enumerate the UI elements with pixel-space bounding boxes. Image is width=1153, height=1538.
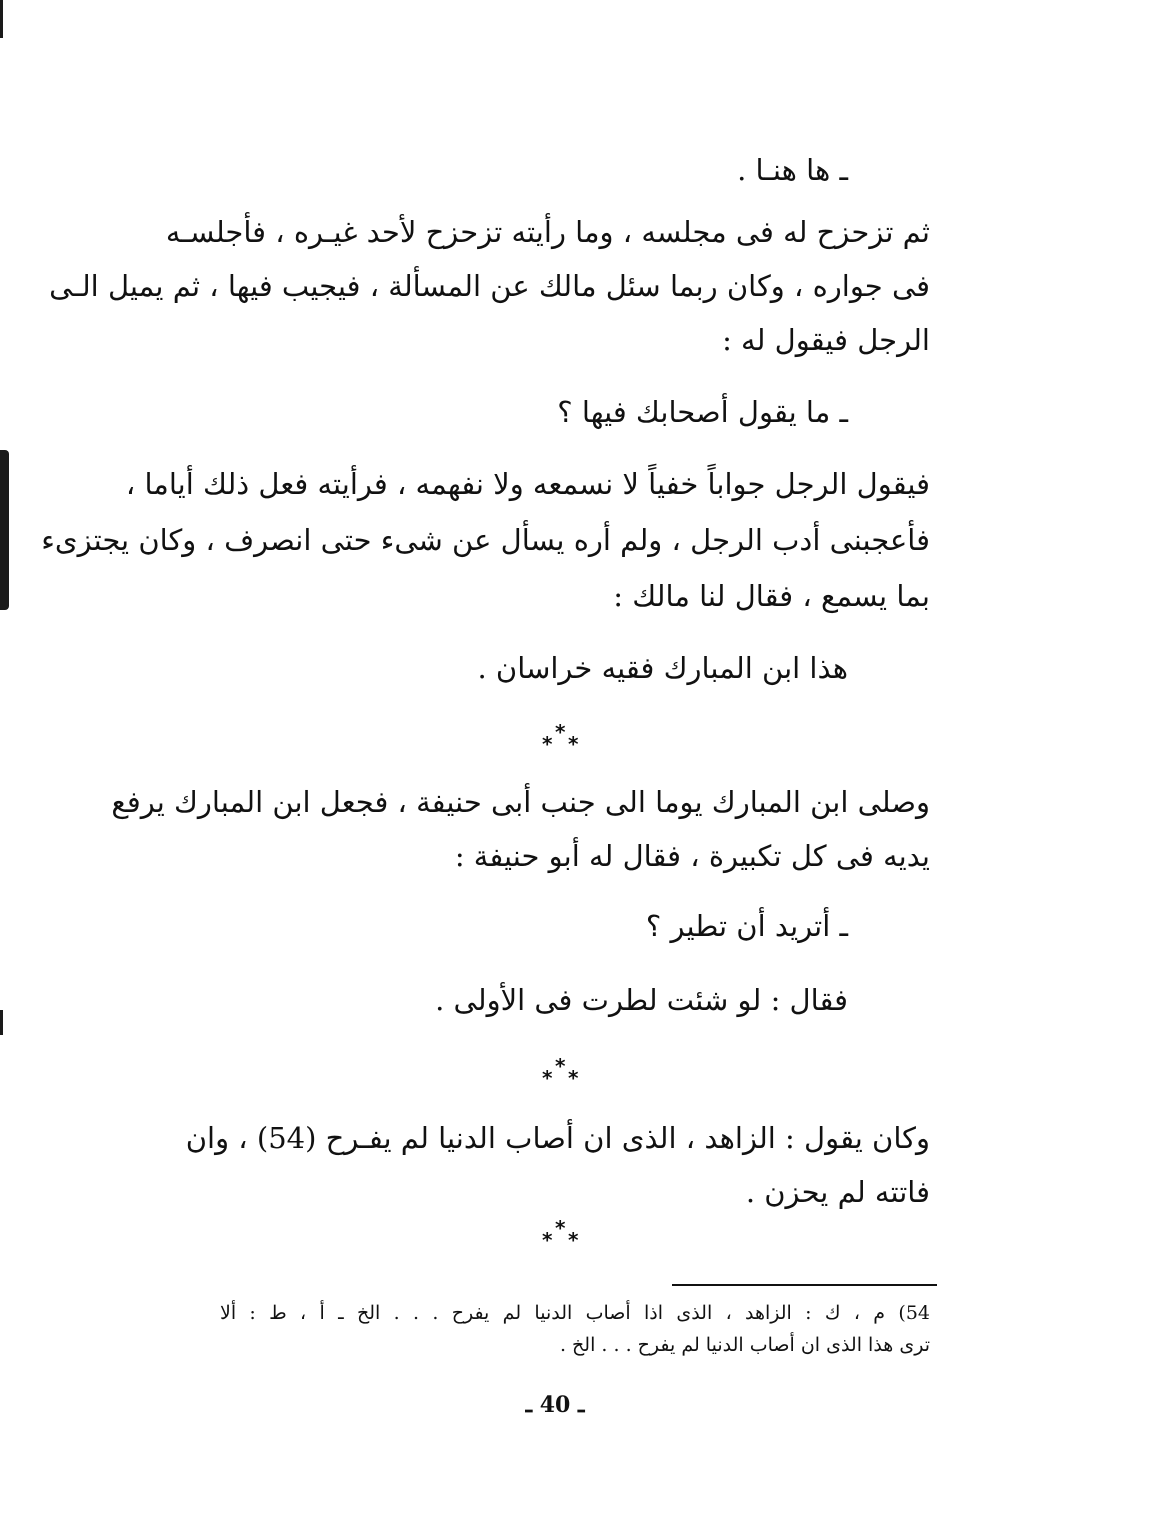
footnote-line-2: ترى هذا الذى ان أصاب الدنيا لم يفرح . . . الخ . [559,1334,930,1356]
separator-star: * [542,1228,553,1252]
body-line-4: الرجل فيقول له : [722,323,930,357]
body-line-14: وكان يقول : الزاهد ، الذى ان أصاب الدنيا لم يفـرح (54) ، وان [185,1121,930,1155]
body-line-11: يديه فى كل تكبيرة ، فقال له أبو حنيفة : [454,839,930,873]
body-line-1: ـ ها هنـا . [737,153,848,187]
separator-star: * [542,1066,553,1090]
section-separator-1 [530,718,590,758]
body-line-12: ـ أتريد أن تطير ؟ [645,909,848,943]
page-number: ـ 40 ـ [525,1392,585,1418]
footnote-rule [672,1284,937,1286]
separator-star: * [555,1054,566,1078]
separator-star: * [542,732,553,756]
body-line-2: ثم تزحزح له فى مجلسه ، وما رأيته تزحزح لأحد غيـره ، فأجلسـه [165,215,930,249]
body-line-9: هذا ابن المبارك فقيه خراسان . [477,651,848,685]
separator-star: * [568,732,579,756]
footnote-line-1: 54) م ، ك : الزاهد ، الذى اذا أصاب الدنيا لم يفرح . . . الخ ـ أ ، ط : ألا [220,1302,930,1324]
body-line-6: فيقول الرجل جواباً خفياً لا نسمعه ولا نفهمه ، فرأيته فعل ذلك أياما ، [125,467,930,501]
body-line-13: فقال : لو شئت لطرت فى الأولى . [435,983,848,1017]
scan-edge-mark-lower [0,1010,3,1035]
separator-star: * [555,1216,566,1240]
separator-star: * [568,1228,579,1252]
body-line-3: فى جواره ، وكان ربما سئل مالك عن المسألة ، فيجيب فيها ، ثم يميل الـى [49,269,930,303]
body-line-8: بما يسمع ، فقال لنا مالك : [613,579,930,613]
section-separator-2 [530,1052,590,1092]
section-separator-3 [530,1214,590,1254]
body-line-10: وصلى ابن المبارك يوما الى جنب أبى حنيفة ، فجعل ابن المبارك يرفع [111,785,930,819]
body-line-7: فأعجبنى أدب الرجل ، ولم أره يسأل عن شىء حتى انصرف ، وكان يجتزىء [41,523,930,557]
body-line-15: فاتته لم يحزن . [745,1175,930,1209]
scan-edge-mark-top [0,0,3,38]
separator-star: * [568,1066,579,1090]
separator-star: * [555,720,566,744]
body-line-5: ـ ما يقول أصحابك فيها ؟ [557,395,848,429]
scan-edge-mark-middle [0,450,9,610]
